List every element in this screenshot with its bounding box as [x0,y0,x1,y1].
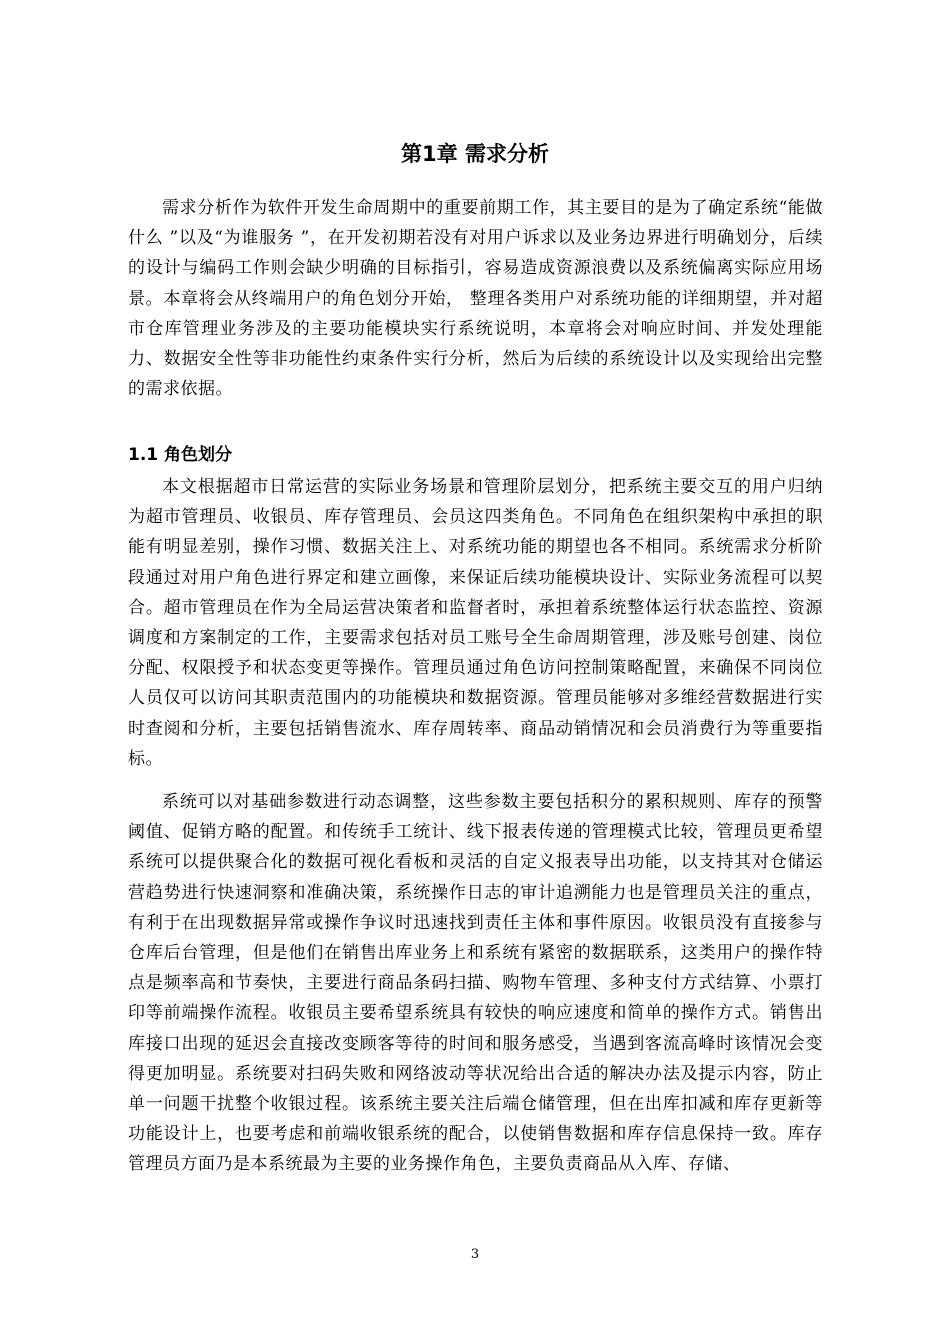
body-paragraph: 系统可以对基础参数进行动态调整，这些参数主要包括积分的累积规则、库存的预警阈值、促销方略的配置。和传统手工统计、线下报表传递的管理模式比较，管理员更希望系统可以提供聚合化的数据可视化看板和灵活的自定义报表导出功能，以支持其对仓储运营趋势进行快速洞察和准确决策，系统操作日志的审计追溯能力也是管理员关注的重点，有利于在出现数据异常或操作争议时迅速找到责任主体和事件原因。收银员没有直接参与仓库后台管理，但是他们在销售出库业务上和系统有紧密的数据联系，这类用户的操作特点是频率高和节奏快，主要进行商品条码扫描、购物车管理、多种支付方式结算、小票打印等前端操作流程。收银员主要希望系统具有较快的响应速度和简单的操作方式。销售出库接口出现的延迟会直接改变顾客等待的时间和服务感受，当遇到客流高峰时该情况会变得更加明显。系统要对扫码失败和网络波动等状况给出合适的解决办法及提示内容，防止单一问题干扰整个收银过程。该系统主要关注后端仓储管理，但在出库扣减和库存更新等功能设计上，也要考虑和前端收银系统的配合，以使销售数据和库存信息保持一致。库存管理员方面乃是本系统最为主要的业务操作角色，主要负责商品从入库、存储、 [128,792,823,1175]
body-paragraph: 本文根据超市日常运营的实际业务场景和管理阶层划分，把系统主要交互的用户归纳为超市管理员、收银员、库存管理员、会员这四类角色。不同角色在组织架构中承担的职能有明显差别，操作习惯、数据关注上、对系统功能的期望也各不相同。系统需求分析阶段通过对用户角色进行界定和建立画像，来保证后续功能模块设计、实际业务流程可以契合。超市管理员在作为全局运营决策者和监督者时，承担着系统整体运行状态监控、资源调度和方案制定的工作，主要需求包括对员工账号全生命周期管理，涉及账号创建、岗位分配、权限授予和状态变更等操作。管理员通过角色访问控制策略配置，来确保不同岗位人员仅可以访问其职责范围内的功能模块和数据资源。管理员能够对多维经营数据进行实时查阅和分析，主要包括销售流水、库存周转率、商品动销情况和会员消费行为等重要指标。 [128,477,823,769]
section-heading: 1.1 角色划分 [128,445,233,465]
intro-paragraph: 需求分析作为软件开发生命周期中的重要前期工作，其主要目的是为了确定系统“能做什么 ”以及“为谁服务 ”，在开发初期若没有对用户诉求以及业务边界进行明确划分，后续的设计与编码工作则会缺少明确的目标指引，容易造成资源浪费以及系统偏离实际应用场景。本章将会从终端用户的角色划分开始， 整理各类用户对系统功能的详细期望，并对超市仓库管理业务涉及的主要功能模块实行系统说明，本章将会对响应时间、并发处理能力、数据安全性等非功能性约束条件实行分析，然后为后续的系统设计以及实现给出完整的需求依据。 [128,198,823,400]
page-number: 3 [470,1247,480,1262]
chapter-title: 第1章 需求分析 [401,142,549,166]
